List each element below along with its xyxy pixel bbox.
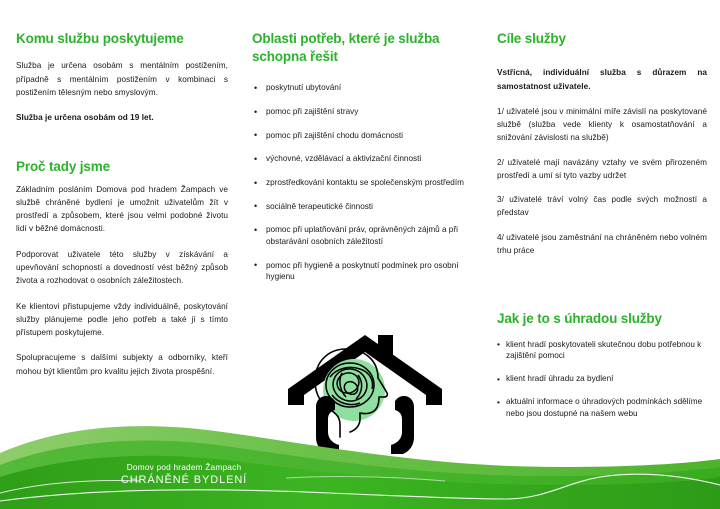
list-item: • zprostředkování kontaktu se společenským prostředím bbox=[252, 177, 474, 189]
footer-service-name: CHRÁNĚNÉ BYDLENÍ bbox=[120, 473, 248, 486]
paragraph-service-motto: Vstřícná, individuální služba s důrazem na samostatnost uživatele. bbox=[497, 68, 707, 91]
list-item: • klient hradí poskytovateli skutečnou dobu potřebnou k zajištění pomoci bbox=[497, 339, 707, 363]
paragraph-support: Podporovat uživatele této služby v získávání a upevňování schopností a dovedností vést běžný způsob života a rozhodovat o osobních záležitostech. bbox=[16, 249, 228, 286]
left-column bbox=[16, 30, 228, 378]
heading-cile-sluzby: Cíle služby bbox=[497, 31, 566, 46]
list-item: • pomoc při hygieně a poskytnutí podmínek pro osobní hygienu bbox=[252, 260, 474, 283]
list-item: • výchovné, vzdělávací a aktivizační činnosti bbox=[252, 153, 474, 165]
payment-list bbox=[497, 339, 707, 420]
right-column bbox=[497, 30, 707, 431]
list-item: • sociálně terapeutické činnosti bbox=[252, 201, 474, 213]
needs-list bbox=[252, 82, 474, 282]
paragraph-cooperation: Spolupracujeme s dalšími subjekty a odborníky, kteří mohou být klientům pro kvalitu jejich života prospěšní. bbox=[16, 353, 228, 376]
footer-wave-graphic bbox=[0, 419, 720, 509]
paragraph-target-group: Služba je určena osobám s mentálním postižením, případně s mentálním postižením v kombinaci s postižením tělesným nebo smyslovým. bbox=[16, 61, 228, 97]
goal-paragraph: 4/ uživatelé jsou zaměstnání na chráněném nebo volném trhu práce bbox=[497, 232, 707, 256]
middle-column bbox=[252, 30, 474, 283]
list-item: • klient hradí úhradu za bydlení bbox=[497, 373, 707, 385]
goal-paragraph: 3/ uživatelé tráví volný čas podle svých možností a představ bbox=[497, 195, 707, 218]
list-item: • pomoc při zajištění chodu domácnosti bbox=[252, 130, 474, 142]
goal-paragraph: 2/ uživatelé mají navázány vztahy ve svém přirozeném prostředí a umí si tyto vazby udržet bbox=[497, 157, 707, 180]
paragraph-mission: Základním posláním Domova pod hradem Žampach ve službě chráněné bydlení je umožnit uživatelům žít v prostředí a způsobem, které jsou velmi podobné životu lidí v běžné domácnosti. bbox=[16, 184, 228, 234]
list-item: • poskytnutí ubytování bbox=[252, 82, 474, 94]
heading-oblasti-potreb: Oblasti potřeb, které je služba schopna řešit bbox=[252, 31, 440, 65]
heading-proc-tady-jsme: Proč tady jsme bbox=[16, 159, 110, 175]
paragraph-age-limit: Služba je určena osobám od 19 let. bbox=[16, 113, 154, 123]
heading-komu-sluzbu-poskytujeme: Komu službu poskytujeme bbox=[16, 31, 184, 46]
footer-organization-name: Domov pod hradem Žampach bbox=[126, 462, 242, 472]
goals-list bbox=[497, 105, 707, 258]
list-item: • pomoc při uplatňování práv, oprávněných zájmů a při obstarávání osobních záležitostí bbox=[252, 224, 474, 247]
goal-paragraph: 1/ uživatelé jsou v minimální míře závislí na poskytované službě (služba vede klienty k osamostatňování a snižování závislosti na službě) bbox=[497, 106, 707, 143]
list-item: • aktuální informace o úhradových podmínkách sdělíme nebo jsou dostupné na našem webu bbox=[497, 396, 707, 420]
paragraph-individual-approach: Ke klientovi přistupujeme vždy individuálně, poskytování služby plánujeme podle jeho potřeb a také jí s tímto přístupem poskytujeme. bbox=[16, 301, 228, 338]
list-item: • pomoc při zajištění stravy bbox=[252, 106, 474, 118]
heading-jak-je-to-s-uhradou: Jak je to s úhradou služby bbox=[497, 311, 662, 327]
